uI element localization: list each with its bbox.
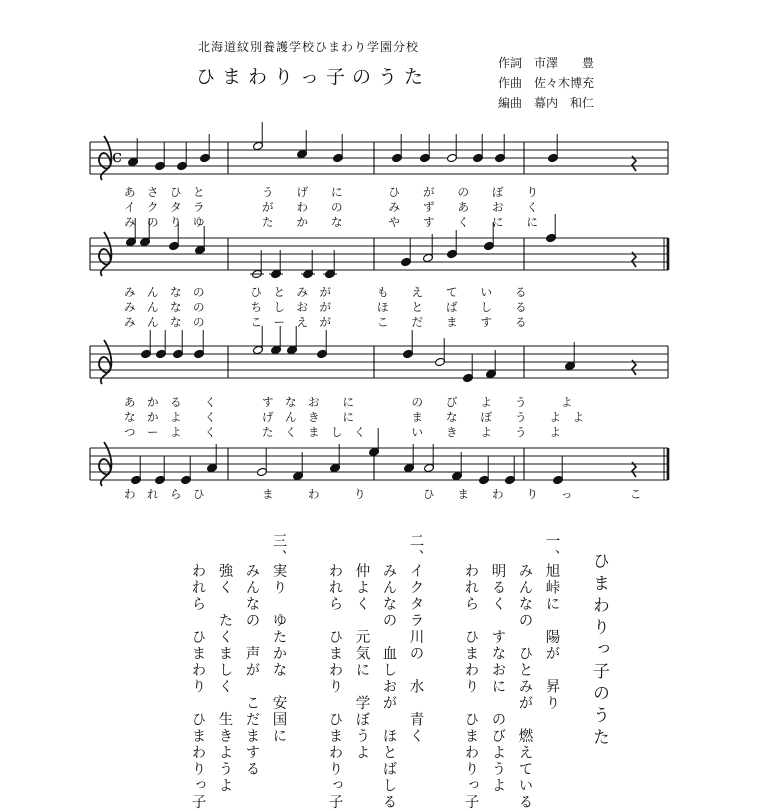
verse-line: われら ひまわり ひまわりっ子 — [462, 563, 479, 811]
lyric-line: な か よ く げ ん き に ま な ぼ う よ よ — [124, 410, 584, 424]
lyric-line: わ れ ら ひ ま わ り ひ ま わ り っ こ — [124, 487, 642, 501]
lyric-line: あ さ ひ と う げ に ひ が の ぼ り — [124, 185, 538, 199]
verse-line: われら ひまわり ひまわりっ子 — [189, 563, 206, 811]
verse-line: 強く たくましく 生きようよ — [216, 563, 233, 794]
lyric-line: つ ー よ く た く ま し く い き よ う よ — [124, 425, 561, 439]
lyric-line: み ん な の こ ー え が こ だ ま す る — [124, 315, 527, 329]
verse-number: 二、 — [407, 533, 424, 566]
credit-lyricist: 作詞 市澤 豊 — [498, 56, 595, 70]
lyric-line: み の り ゆ た か な や す く に に — [124, 215, 538, 229]
verse-line: みんなの ひとみが 燃えている — [516, 563, 533, 811]
verse-line: 仲よく 元気に 学ぼうよ — [353, 563, 370, 761]
lyric-line: あ か る く す な お に の び よ う よ — [124, 395, 573, 409]
school-name: 北海道紋別養護学校ひまわり学園分校 — [198, 40, 420, 54]
credit-composer: 作曲 佐々木博充 — [498, 76, 595, 90]
time-signature: c — [112, 146, 123, 167]
lyric-line: み ん な の ひ と み が も え て い る — [124, 285, 527, 299]
verse-line: イクタラ川の 水 青く — [407, 563, 424, 745]
verse-line: みんなの 声が こだまする — [243, 563, 260, 778]
verse-line: 旭峠に 陽が 昇り — [543, 563, 560, 712]
verse-line: 明るく すなおに のびようよ — [489, 563, 506, 794]
verse-line: われら ひまわり ひまわりっ子 — [326, 563, 343, 811]
verse-number: 三、 — [270, 533, 287, 566]
verse-line: みんなの 血しおが ほとばしる — [380, 563, 397, 811]
verse-line: 実り ゆたかな 安国に — [270, 563, 287, 745]
lyric-line: み ん な の ち し お が ほ と ば し る — [124, 300, 527, 314]
song-title: ひまわりっ子のうた — [196, 66, 431, 88]
verse-title: ひまわりっ子のうた — [589, 552, 609, 750]
verse-number: 一、 — [543, 533, 560, 566]
lyric-line: イ ク タ ラ が わ の み ず あ お く — [124, 200, 538, 214]
credit-arranger: 編曲 幕内 和仁 — [498, 96, 595, 110]
